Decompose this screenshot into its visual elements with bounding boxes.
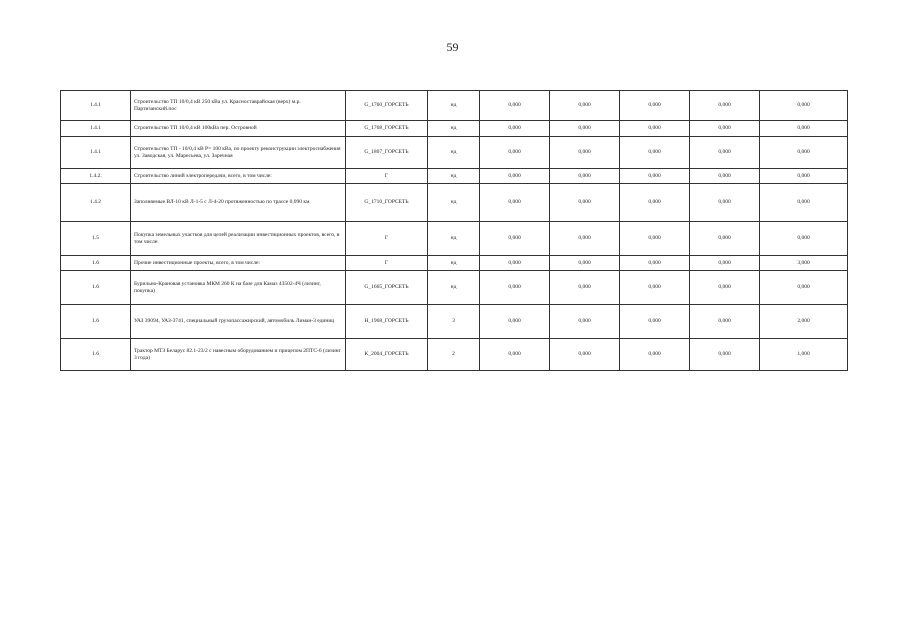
row-value-3: 0,000 <box>620 305 690 339</box>
row-number: 1.4.1 <box>61 121 131 137</box>
row-value-2: 0,000 <box>550 256 620 271</box>
row-unit: нд <box>428 169 480 184</box>
row-value-3: 0,000 <box>620 169 690 184</box>
row-code: Г <box>346 256 428 271</box>
row-value-3: 0,000 <box>620 256 690 271</box>
row-description: УАЗ 39094, УАЗ-3741, специальный грузопассажирский, автомобиль Лиман-3 единиц <box>131 305 346 339</box>
row-value-3: 0,000 <box>620 222 690 256</box>
row-number: 1.4.2. <box>61 169 131 184</box>
row-value-1: 0,000 <box>480 305 550 339</box>
row-value-4: 0,000 <box>690 271 760 305</box>
row-value-1: 0,000 <box>480 222 550 256</box>
row-unit: нд <box>428 271 480 305</box>
row-value-2: 0,000 <box>550 91 620 121</box>
row-value-1: 0,000 <box>480 91 550 121</box>
row-value-5: 1,000 <box>760 339 848 371</box>
row-value-3: 0,000 <box>620 184 690 222</box>
row-value-2: 0,000 <box>550 339 620 371</box>
row-value-4: 0,000 <box>690 137 760 169</box>
table-row <box>61 271 848 305</box>
row-number: 1.4.2 <box>61 184 131 222</box>
table-row <box>61 91 848 121</box>
row-value-5: 0,000 <box>760 222 848 256</box>
row-value-4: 0,000 <box>690 256 760 271</box>
row-value-5: 3,000 <box>760 256 848 271</box>
row-value-1: 0,000 <box>480 271 550 305</box>
table-row <box>61 121 848 137</box>
row-number: 1.6 <box>61 256 131 271</box>
row-value-5: 0,000 <box>760 121 848 137</box>
row-value-4: 0,000 <box>690 91 760 121</box>
row-unit: 2 <box>428 339 480 371</box>
row-description: Бурильно-Крановая установка МКМ 260 К на базе для Камаз 43502-4Ч (лизинг, покупка) <box>131 271 346 305</box>
row-code: Г <box>346 169 428 184</box>
row-value-5: 0,000 <box>760 271 848 305</box>
row-value-2: 0,000 <box>550 305 620 339</box>
row-value-4: 0,000 <box>690 169 760 184</box>
row-value-2: 0,000 <box>550 137 620 169</box>
row-value-1: 0,000 <box>480 184 550 222</box>
table-row <box>61 169 848 184</box>
row-description: Строительство ТП 10/0,4 кВ 100кВа пер. Островной <box>131 121 346 137</box>
table-row <box>61 222 848 256</box>
row-value-4: 0,000 <box>690 305 760 339</box>
row-value-1: 0,000 <box>480 256 550 271</box>
row-value-5: 0,000 <box>760 169 848 184</box>
row-value-2: 0,000 <box>550 184 620 222</box>
row-code: G_1710_ГОРСЕТЬ <box>346 184 428 222</box>
row-value-2: 0,000 <box>550 271 620 305</box>
row-value-4: 0,000 <box>690 339 760 371</box>
row-description: Заполняемые ВЛ-10 кВ Л-1-5 с Л-4-20 протяженностью по трассе 0,090 км <box>131 184 346 222</box>
row-value-1: 0,000 <box>480 339 550 371</box>
row-value-4: 0,000 <box>690 121 760 137</box>
row-number: 1.6 <box>61 271 131 305</box>
table-row <box>61 305 848 339</box>
row-unit: 3 <box>428 305 480 339</box>
row-value-5: 2,000 <box>760 305 848 339</box>
row-unit: нд <box>428 137 480 169</box>
row-value-3: 0,000 <box>620 339 690 371</box>
row-code: G_1665_ГОРСЕТЬ <box>346 271 428 305</box>
row-description: Строительство ТП - 10/0,4 кВ Р= 100 кВа, по проекту реконструкции электроснабжения ул. Заводская, ул. Маресьева, ул. Заречная <box>131 137 346 169</box>
row-value-3: 0,000 <box>620 271 690 305</box>
row-value-5: 0,000 <box>760 137 848 169</box>
row-value-3: 0,000 <box>620 121 690 137</box>
investment-table <box>60 90 848 371</box>
row-number: 1.5 <box>61 222 131 256</box>
row-description: Строительство ТП 10/0,4 кВ 250 кВа ул. Красноставрайская (верх) м.р. Партизанский.пос <box>131 91 346 121</box>
row-number: 1.4.1 <box>61 137 131 169</box>
row-number: 1.6 <box>61 305 131 339</box>
row-number: 1.6 <box>61 339 131 371</box>
row-description: Трактор МТЗ Беларус 82.1-23/2 с навесным оборудованием и прицепом 2ПТС-6 (лизинг 3 года) <box>131 339 346 371</box>
row-description: Покупка земельных участков для целей реализации инвестиционных проектов, всего, в том числе: <box>131 222 346 256</box>
row-unit: нд <box>428 184 480 222</box>
row-code: Г <box>346 222 428 256</box>
row-value-2: 0,000 <box>550 222 620 256</box>
row-value-5: 0,000 <box>760 184 848 222</box>
row-value-3: 0,000 <box>620 91 690 121</box>
row-code: G_1807_ГОРСЕТЬ <box>346 137 428 169</box>
row-code: H_1968_ГОРСЕТЬ <box>346 305 428 339</box>
row-value-5: 0,000 <box>760 91 848 121</box>
row-unit: нд <box>428 256 480 271</box>
row-value-3: 0,000 <box>620 137 690 169</box>
row-value-2: 0,000 <box>550 169 620 184</box>
row-code: G_1760_ГОРСЕТЬ <box>346 91 428 121</box>
row-unit: нд <box>428 91 480 121</box>
row-description: Прочие инвестиционные проекты, всего, в том числе: <box>131 256 346 271</box>
page-number: 59 <box>446 40 459 54</box>
table-row <box>61 184 848 222</box>
row-description: Строительство линий электропередачи, всего, в том числе: <box>131 169 346 184</box>
row-code: K_2004_ГОРСЕТЬ <box>346 339 428 371</box>
row-value-4: 0,000 <box>690 184 760 222</box>
table-row <box>61 256 848 271</box>
row-unit: нд <box>428 121 480 137</box>
row-code: G_1768_ГОРСЕТЬ <box>346 121 428 137</box>
table-row <box>61 339 848 371</box>
row-value-4: 0,000 <box>690 222 760 256</box>
row-value-2: 0,000 <box>550 121 620 137</box>
row-value-1: 0,000 <box>480 169 550 184</box>
table-row <box>61 137 848 169</box>
row-value-1: 0,000 <box>480 137 550 169</box>
row-unit: нд <box>428 222 480 256</box>
row-value-1: 0,000 <box>480 121 550 137</box>
row-number: 1.4.1 <box>61 91 131 121</box>
